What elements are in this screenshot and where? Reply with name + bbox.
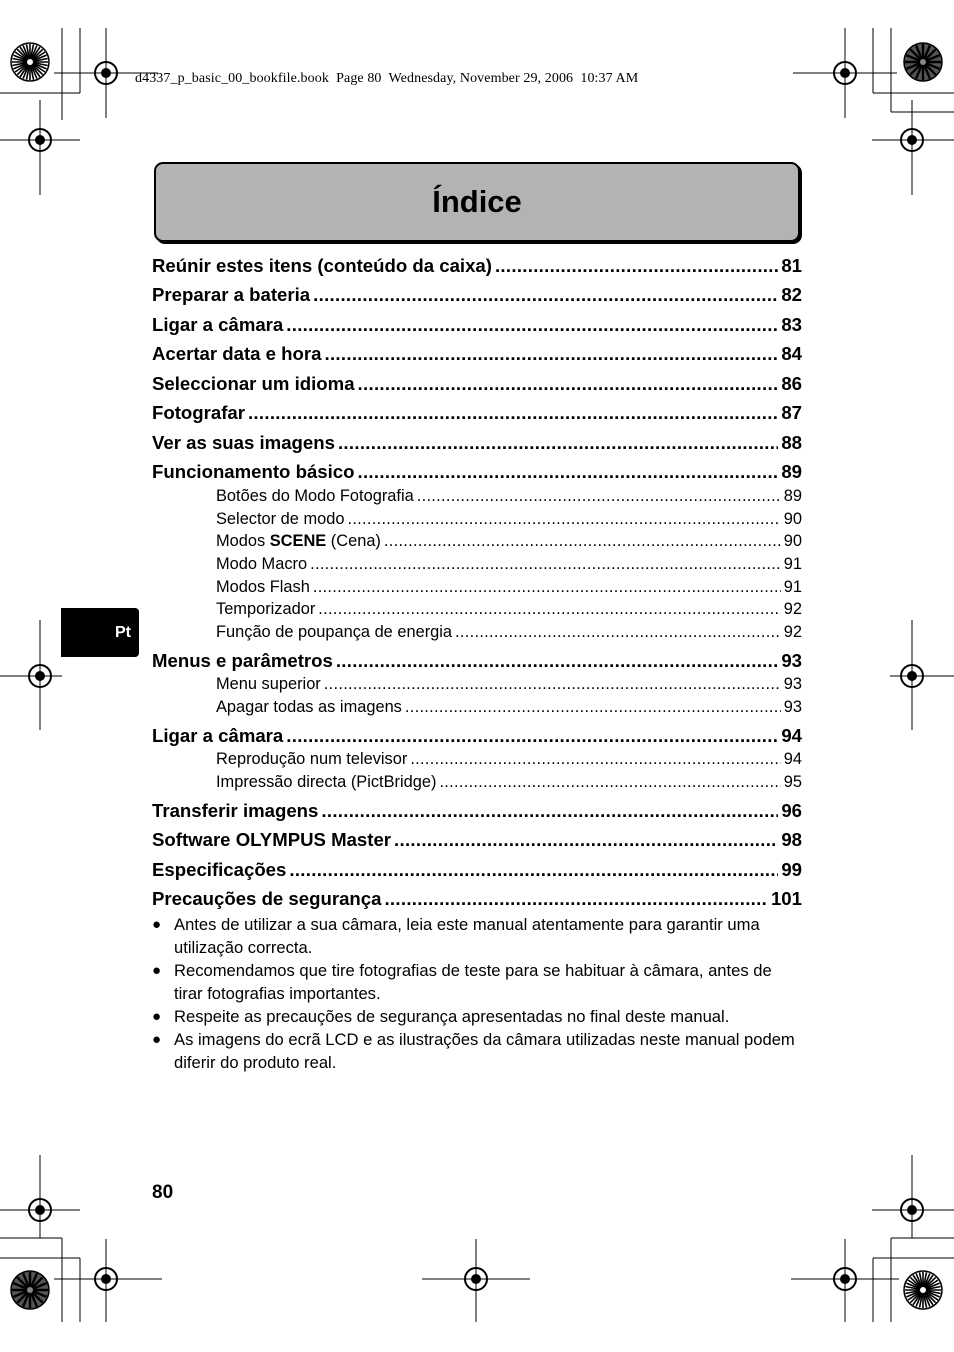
toc-entry-label: [216, 532, 381, 551]
toc-entry-page: 93: [783, 675, 802, 693]
toc-entry-label: Especificações: [152, 859, 287, 880]
page-number: 80: [152, 1182, 174, 1203]
toc-entry-label: Selector de modo: [216, 510, 345, 528]
toc-entry-page: 99: [781, 859, 802, 880]
dot-leader: [324, 343, 778, 365]
toc-entry-label: Modos Flash: [216, 578, 310, 596]
toc-entry-label: Menus e parâmetros: [152, 650, 333, 671]
toc-entry[interactable]: [152, 461, 802, 483]
toc-entry-label: Reúnir estes itens (conteúdo da caixa): [152, 255, 492, 276]
toc-entry-label: Fotografar: [152, 402, 245, 423]
toc-entry-page: 86: [781, 373, 802, 394]
toc-entry-label: Ver as suas imagens: [152, 432, 335, 453]
toc-entry-label: Precauções de segurança: [152, 888, 382, 909]
toc-entry-page: 87: [781, 402, 802, 423]
toc-entry-label: Ligar a câmara: [152, 725, 284, 746]
toc-entry[interactable]: [152, 255, 802, 277]
dot-leader: [248, 402, 778, 424]
note-item: [152, 959, 802, 1005]
bullet-icon: ●: [152, 1008, 162, 1025]
toc-entry-label: Apagar todas as imagens: [216, 698, 402, 716]
page-title: Índice: [432, 184, 522, 219]
toc-entry[interactable]: [152, 800, 802, 822]
note-text: Respeite as precauções de segurança apresentadas no final deste manual.: [174, 1007, 730, 1026]
toc-entry[interactable]: [216, 510, 802, 529]
toc-entry-label-post: (Cena): [326, 532, 381, 550]
bullet-icon: ●: [152, 916, 162, 933]
dot-leader: [324, 675, 781, 694]
dot-leader: [417, 487, 781, 506]
notes-list: [152, 913, 802, 1074]
toc-entry-label: Menu superior: [216, 675, 321, 693]
dot-leader: [313, 284, 778, 306]
bullet-icon: ●: [152, 962, 162, 979]
dot-leader: [358, 461, 779, 483]
dot-leader: [289, 859, 778, 881]
toc-entry[interactable]: [216, 487, 802, 506]
toc-entry[interactable]: [216, 578, 802, 597]
toc-entry-label: Modo Macro: [216, 555, 308, 573]
dot-leader: [347, 510, 780, 529]
note-item: [152, 913, 802, 959]
bullet-icon: ●: [152, 1031, 162, 1048]
toc-entry[interactable]: [216, 750, 802, 769]
toc-entry[interactable]: [152, 829, 802, 851]
dot-leader: [384, 888, 768, 910]
dot-leader: [310, 555, 781, 574]
toc-entry[interactable]: [152, 373, 802, 395]
toc-entry-page: 93: [783, 698, 802, 716]
toc-entry-page: 89: [783, 487, 802, 505]
toc-entry-page: 89: [781, 461, 802, 482]
toc-entry-label: Acertar data e hora: [152, 343, 322, 364]
toc-entry-label: Ligar a câmara: [152, 314, 284, 335]
dot-leader: [286, 725, 778, 747]
toc-entry[interactable]: [152, 314, 802, 336]
language-tab-label: Pt: [115, 623, 131, 641]
toc-entry[interactable]: [152, 725, 802, 747]
toc-entry[interactable]: [216, 623, 802, 642]
toc-entry-page: 90: [783, 532, 802, 550]
dot-leader: [394, 829, 778, 851]
toc-entry-label: Funcionamento básico: [152, 461, 355, 482]
toc-entry[interactable]: [152, 859, 802, 881]
toc-entry-page: 93: [781, 650, 802, 671]
toc-entry[interactable]: [216, 600, 802, 619]
dot-leader: [455, 623, 781, 642]
toc-entry[interactable]: [152, 432, 802, 454]
toc-entry[interactable]: [152, 402, 802, 424]
dot-leader: [405, 698, 781, 717]
toc-entry[interactable]: [152, 343, 802, 365]
dot-leader: [336, 650, 778, 672]
toc-entry-page: 94: [781, 725, 802, 746]
toc-entry-page: 96: [781, 800, 802, 821]
toc-entry[interactable]: [152, 284, 802, 306]
toc-entry-label: Preparar a bateria: [152, 284, 311, 305]
toc-entry-label: Botões do Modo Fotografia: [216, 487, 414, 505]
toc-entry-page: 95: [783, 773, 802, 791]
toc-entry[interactable]: [216, 675, 802, 694]
dot-leader: [321, 800, 778, 822]
toc-entry[interactable]: [152, 888, 802, 910]
toc-entry-label: Transferir imagens: [152, 800, 319, 821]
note-item: [152, 1028, 802, 1074]
dot-leader: [439, 773, 780, 792]
toc-entry[interactable]: [152, 650, 802, 672]
toc-entry-page: 94: [783, 750, 802, 768]
toc-entry-page: 90: [783, 510, 802, 528]
toc-entry-page: 91: [783, 578, 802, 596]
dot-leader: [410, 750, 780, 769]
toc-entry-page: 98: [781, 829, 802, 850]
title-banner: [154, 162, 800, 242]
toc-entry-label-pre: Modos: [216, 532, 270, 550]
toc-entry-label: Temporizador: [216, 600, 316, 618]
dot-leader: [318, 600, 780, 619]
toc-entry-label: Impressão directa (PictBridge): [216, 773, 437, 791]
note-item: [152, 1005, 802, 1028]
toc-entry-page: 88: [781, 432, 802, 453]
dot-leader: [384, 532, 781, 551]
note-text: Recomendamos que tire fotografias de teste para se habituar à câmara, antes de tirar fotografias importantes.: [174, 961, 772, 1003]
dot-leader: [313, 578, 781, 597]
toc-entry[interactable]: [216, 698, 802, 717]
toc-entry-page: 84: [781, 343, 802, 364]
toc-entry[interactable]: [216, 555, 802, 574]
toc-entry-label: Reprodução num televisor: [216, 750, 408, 768]
dot-leader: [495, 255, 778, 277]
toc-entry-page: 92: [783, 623, 802, 641]
toc-entry[interactable]: [216, 773, 802, 792]
print-header-line: d4337_p_basic_00_bookfile.book Page 80 Wednesday, November 29, 2006 10:37 AM: [135, 71, 639, 86]
toc-entry-page: 82: [781, 284, 802, 305]
dot-leader: [286, 314, 778, 336]
toc-entry-label: Função de poupança de energia: [216, 623, 453, 641]
toc-entry-page: 92: [783, 600, 802, 618]
note-text: Antes de utilizar a sua câmara, leia este manual atentamente para garantir uma utilização correcta.: [174, 915, 760, 957]
toc-entry-page: 101: [770, 888, 802, 909]
language-tab: [61, 608, 139, 657]
dot-leader: [358, 373, 779, 395]
toc-entry-page: 81: [781, 255, 802, 276]
toc-entry-label: Seleccionar um idioma: [152, 373, 355, 394]
note-text: As imagens do ecrã LCD e as ilustrações da câmara utilizadas neste manual podem diferir do produto real.: [174, 1030, 795, 1072]
toc-entry-label: Software OLYMPUS Master: [152, 829, 392, 850]
dot-leader: [338, 432, 778, 454]
toc-entry[interactable]: [216, 532, 802, 551]
toc-entry-page: 83: [781, 314, 802, 335]
toc-entry-label-bold: SCENE: [269, 532, 327, 550]
toc-entry-page: 91: [783, 555, 802, 573]
